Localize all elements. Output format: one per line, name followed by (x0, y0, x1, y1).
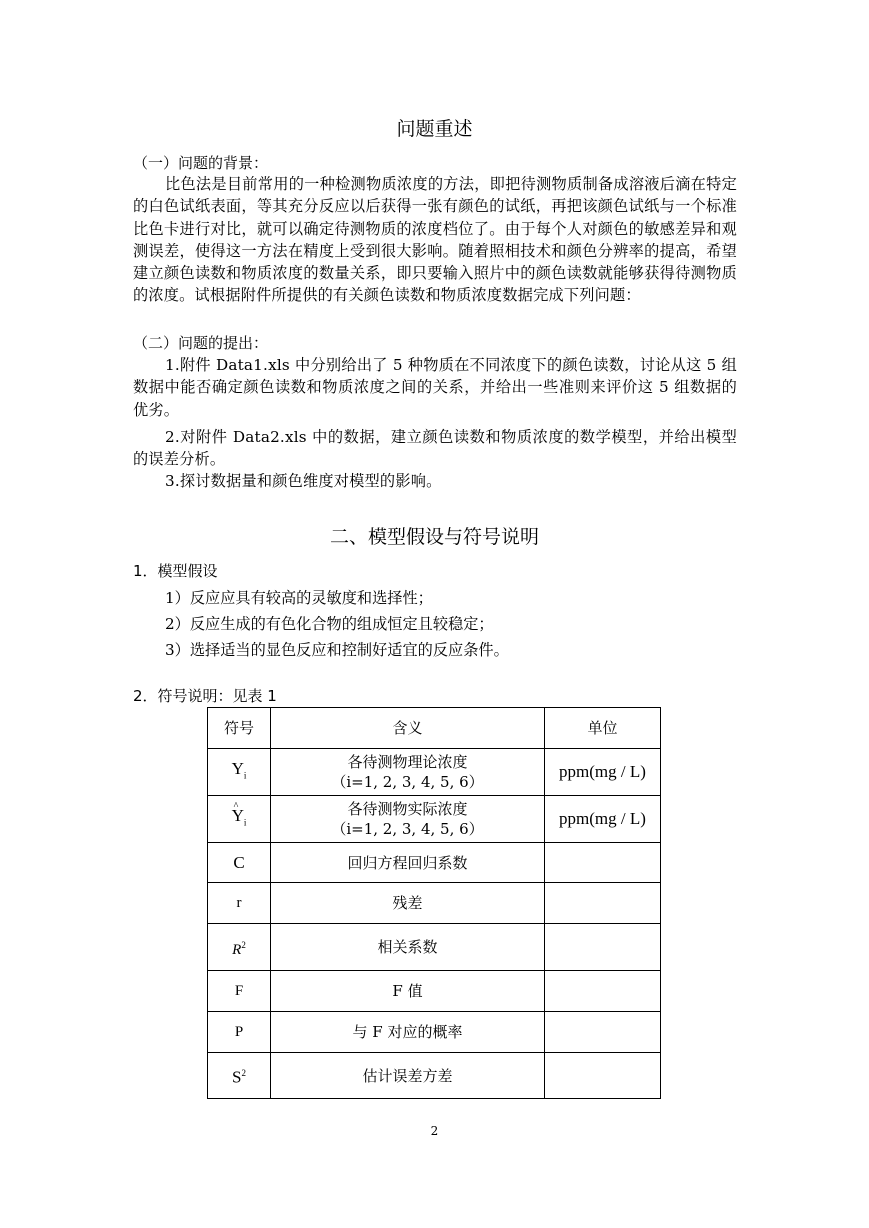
table-row (208, 749, 661, 796)
table-row (208, 883, 661, 924)
background-heading: （一）问题的背景： (133, 154, 269, 172)
section-title-2: 二、模型假设与符号说明 (329, 526, 539, 548)
symbol-cell: ^ $Y_i$ (208, 796, 271, 843)
meaning-cell: 与 F 对应的概率 (271, 1012, 545, 1053)
question-3: 3.探讨数据量和颜色维度对模型的影响。 (165, 472, 442, 490)
header-meaning: 含义 (271, 708, 545, 749)
symbol-cell: $R^2$ (208, 924, 271, 971)
problem-heading: （二）问题的提出： (133, 334, 269, 352)
meaning-cell: 残差 (271, 883, 545, 924)
page-number: 2 (430, 1124, 439, 1138)
table-row (208, 1053, 661, 1099)
meaning-cell: 相关系数 (271, 924, 545, 971)
symbol-cell: P (208, 1012, 271, 1053)
unit-cell (545, 1053, 661, 1099)
meaning-cell: 各待测物实际浓度 （i=1, 2, 3, 4, 5, 6） (271, 796, 545, 843)
question-2: 2.对附件 Data2.xls 中的数据，建立颜色读数和物质浓度的数学模型，并给出模型的误差分析。 (133, 428, 737, 469)
table-row (208, 843, 661, 883)
meaning-cell: 各待测物理论浓度 （i=1, 2, 3, 4, 5, 6） (271, 749, 545, 796)
unit-cell (545, 843, 661, 883)
meaning-cell: F 值 (271, 971, 545, 1012)
symbol-cell: $S^2$ (208, 1053, 271, 1099)
symbol-cell: $Y_i$ (208, 749, 271, 796)
unit-cell (545, 883, 661, 924)
assumption-item: 1）反应应具有较高的灵敏度和选择性； (165, 589, 433, 607)
header-symbol: 符号 (208, 708, 271, 749)
unit-cell: ppm(mg / L) (545, 749, 661, 796)
symbol-cell: r (208, 883, 271, 924)
table-header-row (208, 708, 661, 749)
symbol-cell: C (208, 843, 271, 883)
table-row (208, 1012, 661, 1053)
table-row (208, 796, 661, 843)
assumption-item: 2）反应生成的有色化合物的组成恒定且较稳定； (165, 615, 494, 633)
symbol-table (207, 707, 661, 1099)
meaning-cell: 估计误差方差 (271, 1053, 545, 1099)
table-row (208, 971, 661, 1012)
section-title: 问题重述 (396, 118, 473, 140)
unit-cell (545, 1012, 661, 1053)
table-row (208, 924, 661, 971)
symbol-heading: 2．符号说明：见表 1 (133, 687, 277, 705)
meaning-cell: 回归方程回归系数 (271, 843, 545, 883)
background-paragraph: 比色法是目前常用的一种检测物质浓度的方法，即把待测物质制备成溶液后滴在特定的白色试纸表面，等其充分反应以后获得一张有颜色的试纸，再把该颜色试纸与一个标准比色卡进行对比，就可以确定待测物质的浓度档位了。由于每个人对颜色的敏感差异和观测误差，使得这一方法在精度上受到很大影响。随着照相技术和颜色分辨率的提高，希望建立颜色读数和物质浓度的数量关系，即只要输入照片中的颜色读数就能够获得待测物质的浓度。试根据附件所提供的有关颜色读数和物质浓度数据完成下列问题： (133, 175, 737, 305)
assumption-heading: 1．模型假设 (133, 562, 218, 580)
assumption-item: 3）选择适当的显色反应和控制好适宜的反应条件。 (165, 641, 509, 659)
header-unit: 单位 (545, 708, 661, 749)
unit-cell (545, 971, 661, 1012)
unit-cell: ppm(mg / L) (545, 796, 661, 843)
symbol-cell: F (208, 971, 271, 1012)
question-1: 1.附件 Data1.xls 中分别给出了 5 种物质在不同浓度下的颜色读数，讨论从这 5 组数据中能否确定颜色读数和物质浓度之间的关系，并给出一些准则来评价这 5 组数据的优劣。 (133, 356, 737, 419)
unit-cell (545, 924, 661, 971)
